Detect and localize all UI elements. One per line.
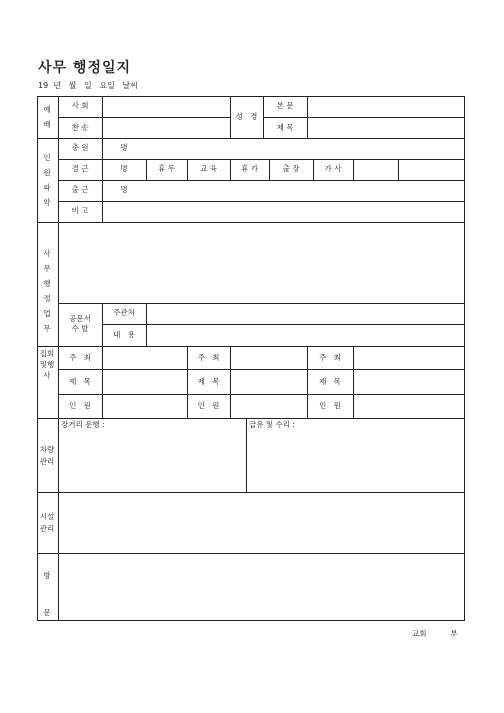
attendance-section-label: 인 원 파 악 — [43, 153, 51, 207]
admin-section-label: 사 무 행 정 업 무 — [43, 249, 51, 333]
host-label-1: 주 최 — [69, 353, 91, 362]
sender-label: 주관처 — [113, 308, 135, 317]
table-rule — [58, 303, 465, 304]
table-rule — [58, 369, 465, 370]
table-rule — [102, 96, 103, 138]
table-rule — [37, 620, 465, 621]
journal-form — [37, 96, 465, 621]
reason-family: 가 사 — [324, 164, 342, 173]
total-label: 총 원 — [71, 143, 89, 152]
table-rule — [263, 117, 465, 118]
remarks-label: 비 고 — [71, 206, 89, 215]
table-rule — [58, 394, 465, 395]
official-doc-label: 공문서 수 발 — [69, 314, 91, 333]
fuel-repair-label: 급유 및 수리 : — [249, 420, 295, 429]
table-rule — [246, 418, 247, 492]
content-label: 내 용 — [113, 330, 135, 339]
present-unit: 명 — [120, 185, 128, 194]
total-unit: 명 — [120, 143, 128, 152]
table-rule — [37, 492, 465, 493]
table-rule — [146, 303, 147, 346]
table-rule — [58, 201, 465, 202]
reason-vacation: 휴 가 — [241, 164, 258, 173]
people-label-2: 인 원 — [197, 401, 220, 410]
table-rule — [307, 96, 308, 138]
facility-section-label: 시설 관리 — [39, 512, 55, 533]
table-rule — [102, 324, 465, 325]
present-label: 출 근 — [71, 185, 89, 194]
reason-business-trip: 출 장 — [282, 164, 300, 173]
host-label-3: 주 최 — [319, 353, 341, 362]
meeting-subject-label-2: 제 목 — [197, 377, 220, 386]
table-rule — [37, 418, 465, 419]
visit-section-label-bottom: 문 — [43, 608, 51, 617]
table-rule — [37, 222, 465, 223]
vehicle-section-label: 차량 관리 — [39, 445, 55, 466]
table-rule — [37, 553, 465, 554]
absent-label: 결 근 — [71, 164, 89, 173]
table-rule — [58, 159, 465, 160]
reason-training: 교 육 — [200, 164, 217, 173]
reason-dayoff: 휴 무 — [158, 164, 175, 173]
host-label-2: 주 최 — [197, 353, 220, 362]
visit-section-label-top: 방 — [43, 571, 51, 580]
meeting-subject-label-1: 제 목 — [69, 377, 91, 386]
meeting-section-label: 집회 및행 사 — [39, 349, 55, 380]
date-line: 19 년 월 일 요일 날씨 — [38, 81, 138, 90]
table-rule — [464, 96, 465, 621]
people-label-1: 인 원 — [69, 401, 91, 410]
text-label: 본 문 — [276, 101, 294, 110]
footer-church-dept: 교회 부 — [412, 629, 458, 638]
table-rule — [398, 159, 399, 180]
table-rule — [353, 159, 354, 180]
subject-label: 제 목 — [276, 123, 294, 132]
page-title: 사무 행정일지 — [38, 60, 132, 76]
table-rule — [58, 180, 465, 181]
sermon-label: 사 회 — [71, 101, 89, 110]
long-distance-label: 장거리 운행 : — [61, 420, 105, 429]
meeting-subject-label-3: 제 목 — [319, 377, 341, 386]
table-rule — [353, 346, 354, 418]
table-rule — [230, 346, 231, 418]
scripture-label: 성 경 — [235, 112, 258, 121]
people-label-3: 인 원 — [319, 401, 341, 410]
table-rule — [102, 346, 103, 418]
hymn-label: 찬 송 — [71, 123, 89, 132]
absent-unit: 명 — [120, 164, 128, 173]
worship-section-label: 예 배 — [43, 105, 51, 129]
table-rule — [58, 117, 230, 118]
